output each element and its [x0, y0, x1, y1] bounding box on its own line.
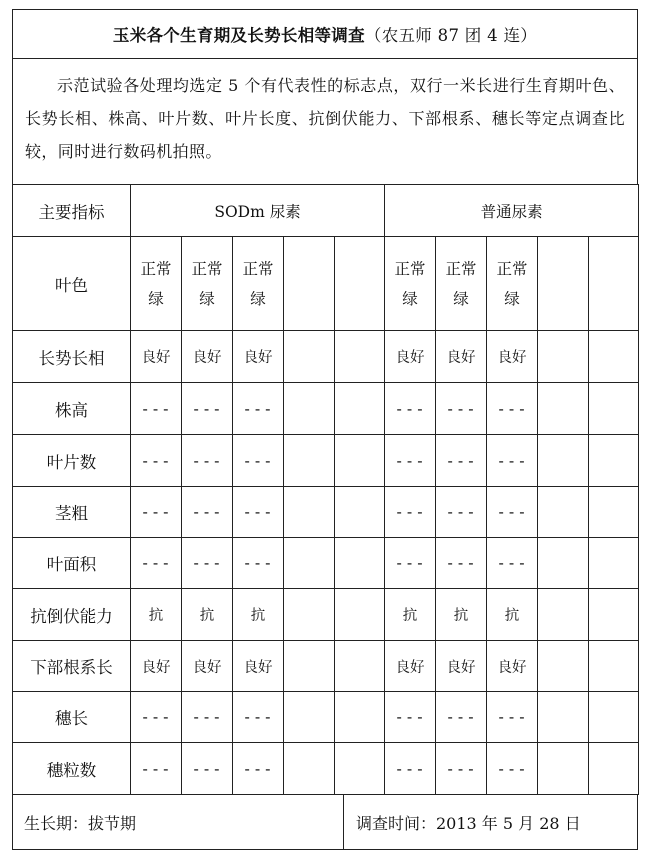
table-cell: ---: [131, 435, 182, 487]
row-label: 穗粒数: [13, 743, 131, 795]
table-cell: [538, 487, 589, 538]
table-cell: ---: [385, 538, 436, 589]
table-cell: ---: [182, 692, 233, 743]
table-cell: ---: [182, 383, 233, 435]
table-cell: 良好: [233, 331, 284, 383]
table-cell: [538, 331, 589, 383]
table-cell: 良好: [182, 641, 233, 692]
table-cell: [335, 383, 385, 435]
survey-date: 调查时间：2013 年 5 月 28 日: [356, 813, 581, 833]
table-cell: ---: [436, 435, 487, 487]
table-cell: [335, 538, 385, 589]
table-cell: [284, 589, 335, 641]
table-cell: ---: [487, 383, 538, 435]
table-row: [13, 331, 639, 383]
table-cell: ---: [233, 743, 284, 795]
group-header-regular: 普通尿素: [385, 185, 639, 237]
table-cell: [589, 743, 639, 795]
table-cell: ---: [233, 692, 284, 743]
row-label: 抗倒伏能力: [13, 589, 131, 641]
table-cell: ---: [436, 743, 487, 795]
table-cell: 正常 绿: [385, 237, 436, 331]
table-cell: ---: [385, 435, 436, 487]
table-cell: [589, 692, 639, 743]
table-cell: ---: [131, 487, 182, 538]
table-cell: ---: [182, 743, 233, 795]
table-cell: [538, 237, 589, 331]
table-cell: [538, 538, 589, 589]
table-cell: ---: [182, 435, 233, 487]
intro-paragraph: 示范试验各处理均选定 5 个有代表性的标志点，双行一米长进行生育期叶色、长势长相、株高、叶片数、叶片长度、抗倒伏能力、下部根系、穗长等定点调查比较，同时进行数码机拍照。: [12, 58, 638, 184]
table-row: [13, 641, 639, 692]
header-row: [13, 185, 639, 237]
table-cell: [335, 331, 385, 383]
table-cell: ---: [487, 692, 538, 743]
table-cell: [538, 383, 589, 435]
table-row: [13, 692, 639, 743]
table-cell: [589, 487, 639, 538]
table-row: [13, 538, 639, 589]
table-cell: [335, 435, 385, 487]
indicator-header: 主要指标: [13, 185, 131, 237]
table-cell: [589, 383, 639, 435]
row-label: 下部根系长: [13, 641, 131, 692]
table-row: [13, 487, 639, 538]
table-cell: 正常 绿: [487, 237, 538, 331]
row-label: 茎粗: [13, 487, 131, 538]
table-cell: 抗: [131, 589, 182, 641]
table-cell: [284, 383, 335, 435]
table-cell: [335, 487, 385, 538]
table-cell: ---: [233, 487, 284, 538]
table-cell: 良好: [131, 641, 182, 692]
table-cell: 良好: [182, 331, 233, 383]
table-cell: ---: [131, 538, 182, 589]
table-row: [13, 383, 639, 435]
table-cell: [284, 331, 335, 383]
table-cell: [538, 435, 589, 487]
table-cell: 良好: [233, 641, 284, 692]
table-cell: [589, 641, 639, 692]
table-cell: ---: [182, 538, 233, 589]
table-cell: 正常 绿: [182, 237, 233, 331]
table-cell: ---: [487, 487, 538, 538]
table-cell: ---: [436, 487, 487, 538]
table-cell: ---: [385, 487, 436, 538]
survey-document: [12, 9, 638, 850]
title-suffix: （农五师 87 团 4 连）: [364, 26, 538, 45]
table-row: [13, 237, 639, 331]
table-cell: 良好: [436, 331, 487, 383]
table-cell: [538, 692, 589, 743]
table-cell: [284, 487, 335, 538]
table-cell: 良好: [487, 331, 538, 383]
row-label: 株高: [13, 383, 131, 435]
table-cell: ---: [182, 487, 233, 538]
table-cell: [335, 743, 385, 795]
table-cell: 抗: [182, 589, 233, 641]
table-cell: [589, 589, 639, 641]
table-cell: ---: [487, 538, 538, 589]
footer: [12, 795, 638, 850]
table-cell: 良好: [385, 331, 436, 383]
table-cell: ---: [131, 383, 182, 435]
table-cell: [335, 589, 385, 641]
table-cell: [589, 237, 639, 331]
group-header-sodm: SODm 尿素: [131, 185, 385, 237]
table-cell: [589, 435, 639, 487]
table-cell: [335, 641, 385, 692]
table-cell: ---: [385, 743, 436, 795]
table-cell: [538, 589, 589, 641]
table-row: [13, 743, 639, 795]
table-cell: [589, 538, 639, 589]
table-cell: 抗: [385, 589, 436, 641]
survey-table: [12, 184, 639, 795]
table-cell: 抗: [436, 589, 487, 641]
table-row: [13, 589, 639, 641]
growth-stage: 生长期：拔节期: [13, 795, 344, 849]
table-cell: 正常 绿: [233, 237, 284, 331]
row-label: 叶色: [13, 237, 131, 331]
table-cell: 抗: [233, 589, 284, 641]
table-cell: ---: [385, 383, 436, 435]
document-title: [12, 9, 638, 58]
table-cell: ---: [233, 538, 284, 589]
table-cell: 正常 绿: [436, 237, 487, 331]
table-cell: [284, 435, 335, 487]
table-cell: 抗: [487, 589, 538, 641]
table-cell: 良好: [385, 641, 436, 692]
table-cell: [335, 692, 385, 743]
table-cell: ---: [385, 692, 436, 743]
table-cell: ---: [131, 743, 182, 795]
table-cell: ---: [233, 383, 284, 435]
table-cell: [538, 641, 589, 692]
table-cell: 良好: [436, 641, 487, 692]
table-cell: [538, 743, 589, 795]
table-cell: ---: [487, 435, 538, 487]
row-label: 叶片数: [13, 435, 131, 487]
table-cell: ---: [436, 383, 487, 435]
table-cell: [284, 538, 335, 589]
table-cell: ---: [436, 538, 487, 589]
table-cell: [284, 641, 335, 692]
table-cell: 良好: [131, 331, 182, 383]
title-main: 玉米各个生育期及长势长相等调查: [112, 26, 365, 45]
table-cell: 正常 绿: [131, 237, 182, 331]
table-cell: [284, 692, 335, 743]
table-cell: ---: [233, 435, 284, 487]
table-cell: [284, 237, 335, 331]
table-cell: ---: [131, 692, 182, 743]
row-label: 穗长: [13, 692, 131, 743]
table-cell: ---: [436, 692, 487, 743]
table-cell: [284, 743, 335, 795]
table-cell: [589, 331, 639, 383]
table-cell: 良好: [487, 641, 538, 692]
row-label: 叶面积: [13, 538, 131, 589]
row-label: 长势长相: [13, 331, 131, 383]
table-cell: [335, 237, 385, 331]
table-cell: ---: [487, 743, 538, 795]
table-row: [13, 435, 639, 487]
